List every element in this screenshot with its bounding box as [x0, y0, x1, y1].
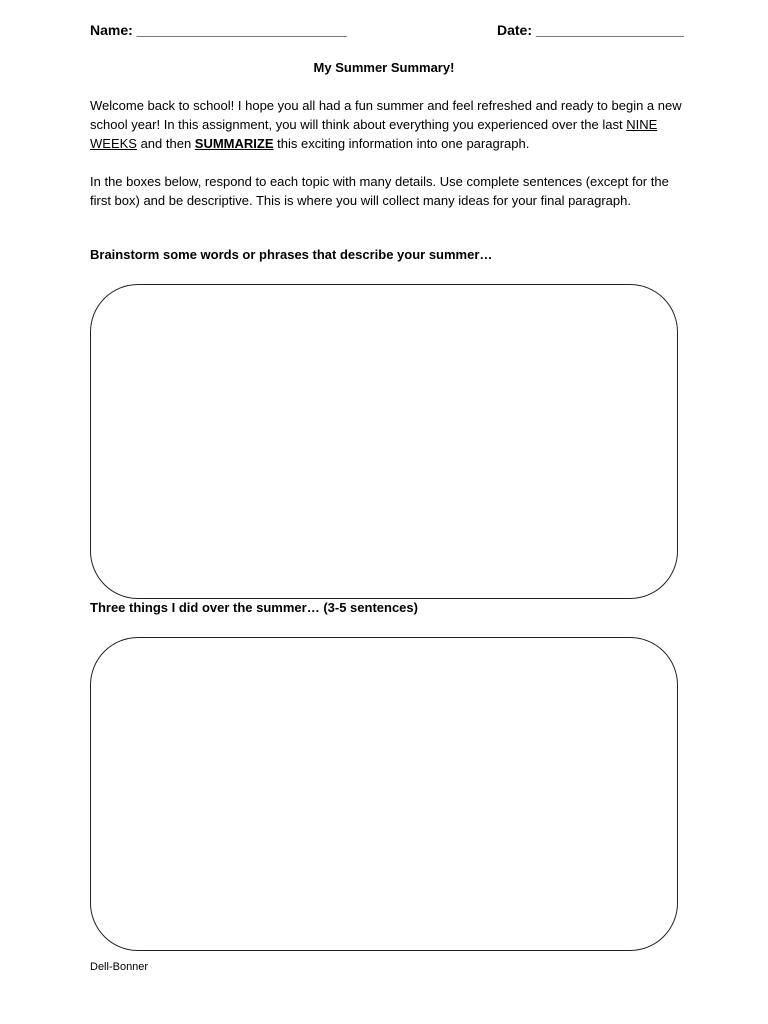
- intro-text-1: Welcome back to school! I hope you all had a fun summer and feel refreshed and ready to begin a new school year! In this assignment, you will think about everything you experienced over the last: [90, 98, 682, 132]
- three-things-answer-box[interactable]: [90, 637, 678, 951]
- instructions-paragraph: In the boxes below, respond to each topic with many details. Use complete sentences (except for the first box) and be descriptive. This is where you will collect many ideas for your final paragraph.: [90, 174, 669, 208]
- name-label: Name: ___________________________: [90, 22, 347, 38]
- brainstorm-prompt: Brainstorm some words or phrases that describe your summer…: [90, 247, 493, 262]
- nine-weeks-emphasis: NINE WEEKS: [90, 117, 658, 151]
- brainstorm-answer-box[interactable]: [90, 284, 678, 599]
- three-things-prompt: Three things I did over the summer… (3-5 sentences): [90, 600, 418, 615]
- intro-paragraph: [90, 96, 690, 153]
- author-footer: Dell-Bonner: [90, 961, 149, 973]
- date-field[interactable]: [497, 22, 684, 38]
- page-title: My Summer Summary!: [313, 60, 455, 75]
- intro-text-3: this exciting information into one paragraph.: [273, 136, 530, 151]
- intro-text-2: and then: [136, 136, 195, 151]
- date-label: Date: ___________________: [497, 22, 684, 38]
- summarize-emphasis: SUMMARIZE: [194, 136, 274, 151]
- name-field[interactable]: [90, 22, 347, 38]
